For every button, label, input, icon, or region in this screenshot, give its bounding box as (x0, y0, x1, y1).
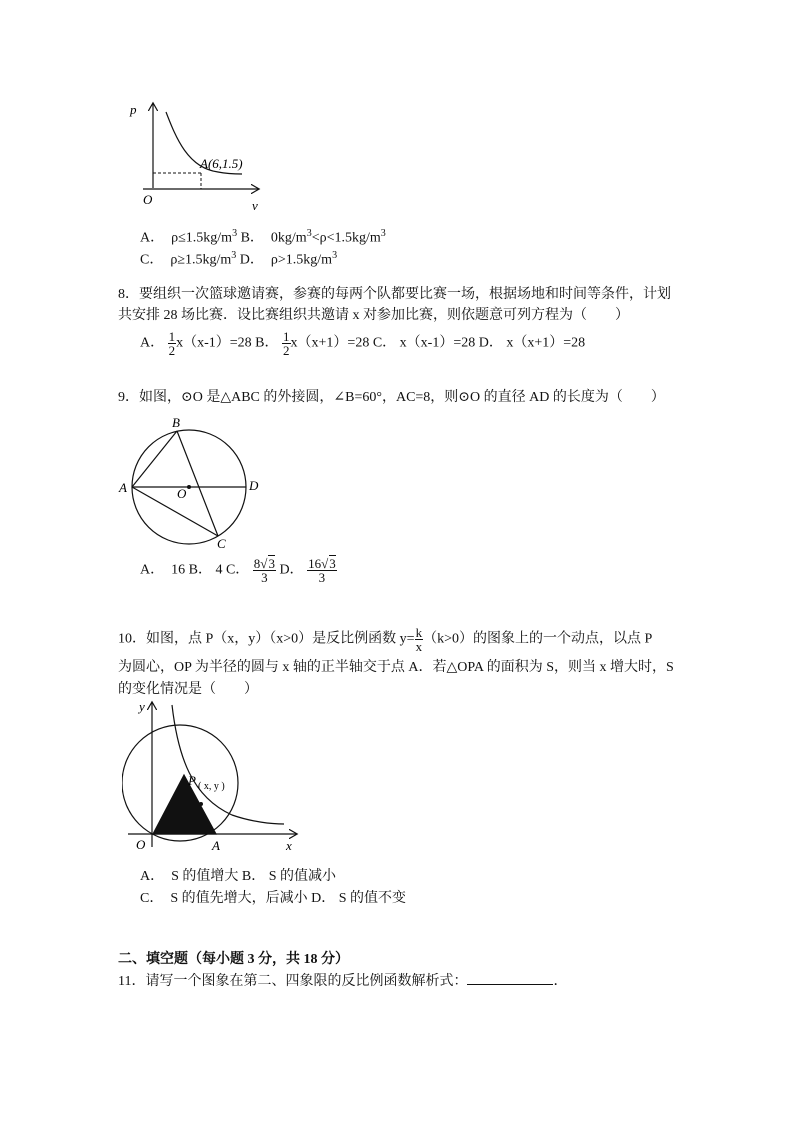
q9-option-c-frac[interactable]: $\frac{8√3}{3}$ (253, 556, 275, 585)
q10-label-a: A (212, 838, 220, 853)
q9-side-bc (177, 431, 218, 536)
q9-center-dot (187, 485, 191, 489)
q11-end: ． (553, 974, 568, 989)
q10-label-o: O (136, 837, 146, 852)
q9-option-d-label[interactable]: D． (279, 562, 304, 578)
q10-line1-a: 10．如图，点 P（x，y）（x>0）是反比例函数 y= (118, 631, 415, 647)
q10-options-ab[interactable]: A． S 的值增大 B． S 的值减小 (140, 869, 337, 884)
q10-line3: 的变化情况是（ ） (118, 682, 258, 697)
q9-circle-figure (115, 412, 265, 552)
q7-option-a[interactable]: A． ρ≤1.5kg/m (140, 230, 233, 246)
q7-options-row1 (140, 225, 386, 248)
q10-figure (122, 697, 307, 855)
q10-label-x: x (286, 838, 292, 853)
q7-option-c-exp: 3 (231, 250, 237, 261)
q8-fraction-a: $\frac{1}{2}$ (168, 329, 176, 358)
q8-option-a-label[interactable]: A． (140, 335, 165, 351)
q7-label-o: O (143, 192, 153, 207)
q9-label-a: A (119, 480, 127, 495)
q7-options-row2 (140, 247, 337, 270)
q10-options-cd[interactable]: C． S 的值先增大，后减小 D． S 的值不变 (140, 891, 407, 906)
q9-question: 9．如图，⊙O 是△ABC 的外接圆，∠B=60°，AC=8，则⊙O 的直径 AD 的长度为（ ） (118, 390, 665, 405)
q9-options (140, 557, 337, 584)
q7-option-b-exp: 3 (306, 228, 312, 239)
q10-label-p: P (188, 773, 196, 788)
q9-label-o: O (177, 486, 187, 501)
q9-option-d-frac[interactable]: $\frac{16√3}{3}$ (308, 556, 336, 585)
q9-label-c: C (217, 536, 226, 551)
q10-label-pxy: ( x, y ) (198, 781, 225, 792)
q11-question (118, 972, 567, 991)
q7-option-b-exp2: 3 (380, 228, 386, 239)
q10-point-p (199, 802, 203, 806)
section2-heading: 二、填空题（每小题 3 分，共 18 分） (118, 952, 349, 967)
q9-options-ab[interactable]: A． 16 B． 4 C． (140, 562, 250, 578)
q9-label-d: D (249, 478, 259, 493)
q7-label-p: p (130, 102, 137, 117)
q7-option-d[interactable]: D． ρ>1.5kg/m (239, 252, 333, 268)
q10-line1 (118, 626, 652, 653)
q7-graph (118, 98, 268, 218)
q7-option-c[interactable]: C． ρ≥1.5kg/m (140, 252, 232, 268)
q11-answer-blank[interactable] (467, 972, 553, 985)
q8-options (140, 330, 585, 357)
q7-label-point-a: A(6,1.5) (200, 156, 243, 171)
q10-label-y: y (139, 699, 145, 714)
q7-label-v: v (252, 198, 258, 213)
q8-line1: 8．要组织一次篮球邀请赛，参赛的每两个队都要比赛一场，根据场地和时间等条件，计划 (118, 287, 671, 302)
q8-fraction-b: $\frac{1}{2}$ (283, 329, 290, 358)
q9-label-b: B (172, 415, 180, 430)
q7-option-b-mid: <ρ<1.5kg/m (311, 230, 381, 246)
q11-text: 11．请写一个图象在第二、四象限的反比例函数解析式： (118, 974, 468, 989)
q10-fraction-kx: $\frac{k}{x}$ (415, 625, 423, 654)
q9-side-ac (132, 487, 218, 536)
q8-line2: 共安排 28 场比赛．设比赛组织共邀请 x 对参加比赛，则依题意可列方程为（ ） (118, 308, 629, 323)
q7-option-b[interactable]: B． 0kg/m (240, 230, 307, 246)
q7-option-d-exp: 3 (332, 250, 338, 261)
q10-line1-b: （k>0）的图象上的一个动点，以点 P (423, 631, 653, 647)
q8-option-b-rest[interactable]: x（x+1）=28 C． x（x-1）=28 D． x（x+1）=28 (290, 335, 586, 351)
q10-line2: 为圆心，OP 为半径的圆与 x 轴的正半轴交于点 A．若△OPA 的面积为 S，则当 x 增大时，S (118, 660, 674, 675)
q8-option-a-rest[interactable]: x（x-1）=28 B． (176, 335, 279, 351)
q7-option-a-exp: 3 (232, 228, 238, 239)
